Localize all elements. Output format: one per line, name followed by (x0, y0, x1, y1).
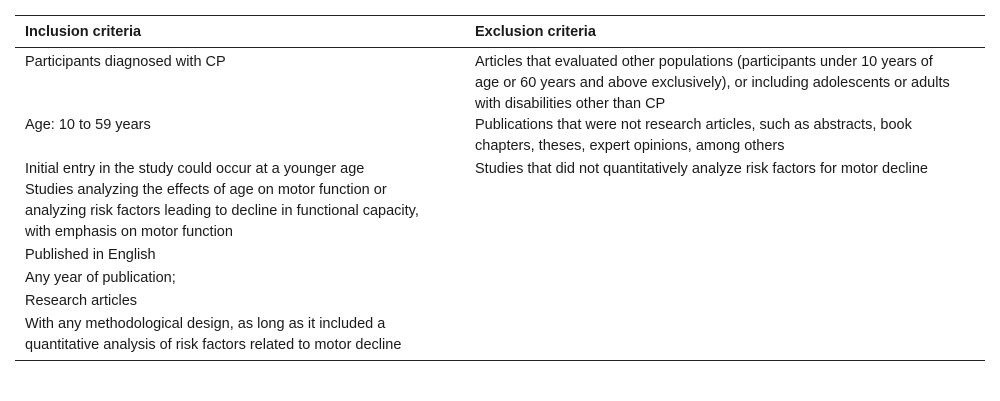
header-inclusion-criteria: Inclusion criteria (25, 24, 142, 40)
header-row (15, 16, 985, 48)
table-row (15, 48, 985, 116)
table-row (15, 180, 985, 245)
exclusion-cell (465, 314, 985, 361)
exclusion-cell (465, 180, 985, 245)
criteria-table (15, 15, 985, 361)
table-row (15, 268, 985, 291)
header-exclusion-criteria: Exclusion criteria (475, 24, 596, 40)
exclusion-cell: Publications that were not research articles, such as abstracts, book chapters, theses, expert opinions, among others (475, 117, 912, 154)
exclusion-cell (465, 268, 985, 291)
table-row (15, 245, 985, 268)
exclusion-cell (465, 291, 985, 314)
exclusion-cell: Articles that evaluated other populations (participants under 10 years of age or 60 years and above exclusively), or including adolescents or adults with disabilities other than CP (475, 54, 950, 112)
exclusion-cell (465, 245, 985, 268)
inclusion-cell: Age: 10 to 59 years (25, 117, 151, 133)
inclusion-cell: Studies analyzing the effects of age on motor function or analyzing risk factors leading to decline in functional capacity, with emphasis on motor function (25, 182, 419, 240)
exclusion-cell: Studies that did not quantitatively analyze risk factors for motor decline (475, 161, 928, 177)
table-header (15, 16, 985, 48)
table-row (15, 291, 985, 314)
inclusion-cell: Research articles (25, 293, 138, 309)
table-row (15, 159, 985, 180)
inclusion-cell: Initial entry in the study could occur at a younger age (25, 161, 365, 177)
inclusion-cell: With any methodological design, as long as it included a quantitative analysis of risk factors related to motor decline (25, 316, 402, 353)
inclusion-cell: Published in English (25, 247, 156, 263)
table-body (15, 48, 985, 361)
inclusion-cell: Any year of publication; (25, 270, 176, 286)
table-row (15, 314, 985, 361)
inclusion-cell: Participants diagnosed with CP (25, 54, 226, 70)
table-row (15, 115, 985, 159)
